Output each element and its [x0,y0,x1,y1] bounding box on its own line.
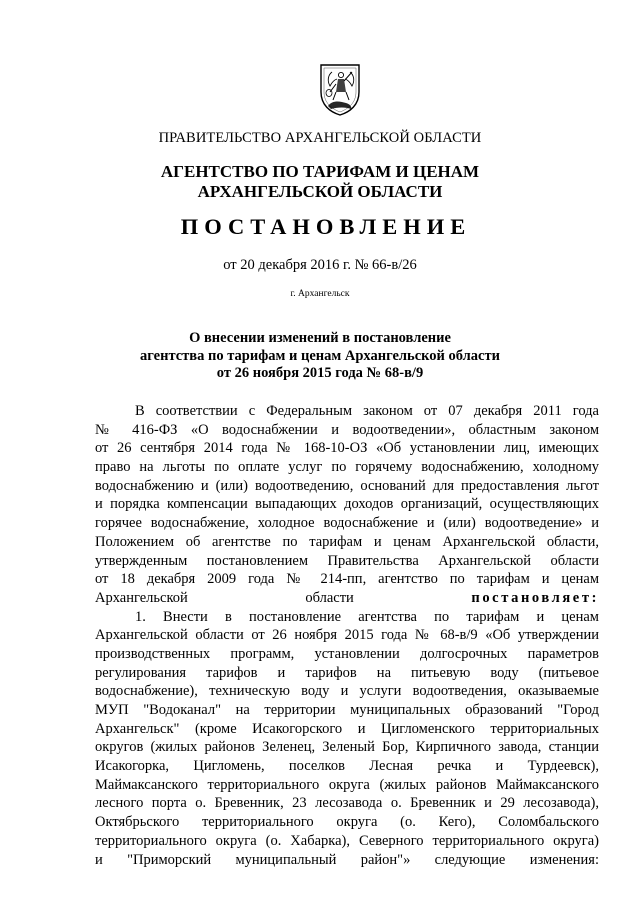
item-1-paragraph [95,608,599,851]
government-name: ПРАВИТЕЛЬСТВО АРХАНГЕЛЬСКОЙ ОБЛАСТИ [158,130,482,146]
body-line: территориального округа (о. Хабарка), Северного территориального округа) [95,832,599,849]
body-line: от 18 декабря 2009 года № 214-пп, агентство по тарифам и ценам [95,571,599,588]
body-line: водоснабжение), техническую воду и услуги водоотведения, оказываемые [95,683,599,700]
body-line: регулирования тарифов и тарифов на питьевую воду (питьевое [95,664,599,681]
body-line: от 26 сентября 2014 года № 168-10-ОЗ «Об установлении лиц, имеющих [95,440,599,457]
body-line: Октябрьского территориального округа (о. Кего), Соломбальского [95,814,599,831]
body-line: округов (жилых районов Зеленец, Зеленый Бор, Кирпичного завода, станции [95,739,599,756]
body-line: Маймаксанского территориального округа (жилых районов Маймаксанского [95,776,599,793]
document-type: ПОСТАНОВЛЕНИЕ [180,214,472,239]
agency-name-line: АГЕНТСТВО ПО ТАРИФАМ И ЦЕНАМ [160,162,480,181]
body-line: горячее водоснабжение, холодное водоснабжение и (или) водоотведение» и [95,515,599,532]
body-line: водоснабжению и (или) водоотведению, оснований для предоставления льгот [95,477,599,494]
preamble-paragraph [95,402,599,589]
body-line: Исакогорка, Цигломень, поселков Лесная речка и Турдеевск), [95,758,599,775]
coat-of-arms-icon [318,62,362,116]
body-line: Архангельской области постановляет: [95,589,599,606]
body-line: В соответствии с Федеральным законом от 07 декабря 2011 года [135,403,599,419]
subject-line: О внесении изменений в постановление [189,330,451,346]
city: г. Архангельск [290,289,350,299]
document-subject [0,330,640,383]
agency-name [0,162,640,202]
body-line: право на льготы по оплате услуг по горячему водоснабжению, холодному [95,459,599,476]
agency-name-line: АРХАНГЕЛЬСКОЙ ОБЛАСТИ [197,182,443,201]
body-line: Архангельской области от 26 ноября 2015 года № 68-в/9 «Об утверждении [95,627,599,644]
subject-line: агентства по тарифам и ценам Архангельской области [140,347,500,364]
date-and-number: от 20 декабря 2016 г. № 66-в/26 [223,257,417,273]
body-line: № 416-ФЗ «О водоснабжении и водоотведении», областным законом [95,421,599,438]
document-body [95,402,599,869]
body-line: 1. Внести в постановление агентства по тарифам и ценам [135,608,599,625]
body-line: и "Приморский муниципальный район"» следующие изменения: [95,851,599,868]
body-line: и порядка компенсации выпадающих доходов организаций, осуществляющих [95,496,599,513]
body-line: утвержденным постановлением Правительства Архангельской области [95,552,599,569]
decree-verb: постановляет: [471,589,599,606]
body-line: лесного порта о. Бревенник, 23 лесозавода о. Бревенник и 29 лесозавода), [95,795,599,812]
body-line: Положением об агентстве по тарифам и ценам Архангельской области, [95,533,599,550]
body-line: МУП "Водоканал" на территории муниципальных образований "Город [95,702,599,718]
subject-line: от 26 ноября 2015 года № 68-в/9 [216,365,424,381]
body-line: производственных программ, установлении долгосрочных параметров [95,645,599,662]
body-line: Архангельск" (кроме Исакогорского и Цигломенского территориальных [95,720,599,737]
